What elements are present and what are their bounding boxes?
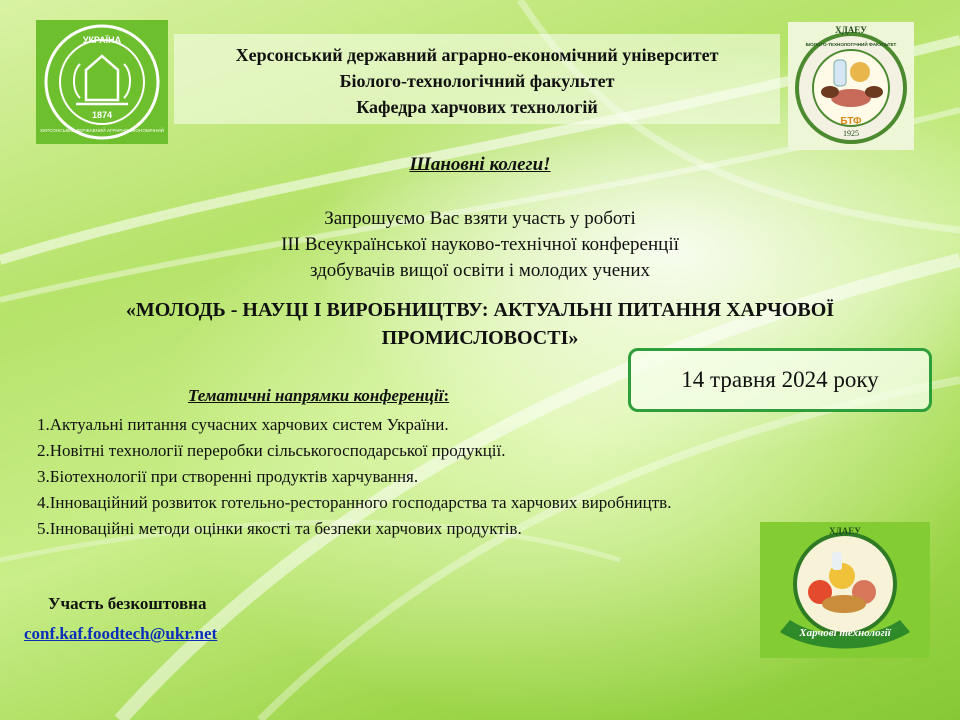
department-logo-ribbon-text: Харчові технології bbox=[799, 627, 891, 639]
university-logo bbox=[36, 20, 168, 144]
topics-list bbox=[37, 412, 677, 542]
topic-item: 3.Біотехнології при створенні продуктів харчування. bbox=[37, 467, 419, 486]
department-name: Кафедра харчових технологій bbox=[356, 97, 598, 117]
contact-email-link[interactable]: conf.kaf.foodtech@ukr.net bbox=[24, 624, 218, 643]
faculty-name: Біолого-технологічний факультет bbox=[339, 71, 615, 91]
topic-item: 4.Інноваційний розвиток готельно-ресторанного господарства та харчових виробництв. bbox=[37, 493, 672, 512]
department-logo bbox=[760, 522, 930, 658]
faculty-logo-year: 1925 bbox=[843, 129, 859, 138]
faculty-logo-arc-text: БІОЛОГО-ТЕХНОЛОГІЧНИЙ ФАКУЛЬТЕТ bbox=[805, 42, 897, 47]
participation-note: Участь безкоштовна bbox=[48, 594, 207, 613]
logo-arc-text: УКРАЇНА bbox=[82, 35, 122, 45]
topics-heading-colon: : bbox=[443, 386, 450, 405]
university-name: Херсонський державний аграрно-економічний університет bbox=[235, 45, 719, 65]
topic-item: 5.Інноваційні методи оцінки якості та безпеки харчових продуктів. bbox=[37, 519, 522, 538]
topics-heading bbox=[188, 386, 449, 406]
faculty-logo bbox=[788, 22, 914, 150]
logo-year: 1874 bbox=[91, 110, 113, 120]
topics-heading-text: Тематичні напрямки конференції bbox=[188, 386, 444, 405]
faculty-logo-abbr: БТФ bbox=[840, 116, 862, 127]
header-box bbox=[174, 34, 780, 124]
invitation-text bbox=[0, 206, 960, 284]
faculty-logo-top-text: ХДАЕУ bbox=[835, 25, 867, 35]
greeting: Шановні колеги! bbox=[409, 154, 551, 175]
topic-item: 1.Актуальні питання сучасних харчових систем України. bbox=[37, 415, 449, 434]
department-logo-top-text: ХДАЕУ bbox=[829, 526, 861, 536]
logo-bottom-text: ХЕРСОНСЬКИЙ ДЕРЖАВНИЙ АГРАРНО-ЕКОНОМІЧНИЙ bbox=[40, 128, 164, 133]
conference-title-line-2: ПРОМИСЛОВОСТІ» bbox=[381, 327, 579, 349]
topic-item: 2.Новітні технології переробки сільськогосподарської продукції. bbox=[37, 441, 506, 460]
invitation-line-3: здобувачів вищої освіти і молодих учених bbox=[309, 260, 651, 281]
conference-title-line-1: «МОЛОДЬ - НАУЦІ І ВИРОБНИЦТВУ: АКТУАЛЬНІ ПИТАННЯ ХАРЧОВОЇ bbox=[125, 299, 835, 321]
invitation-line-2: ІІІ Всеукраїнської науково-технічної конференції bbox=[281, 234, 679, 255]
invitation-line-1: Запрошуємо Вас взяти участь у роботі bbox=[324, 208, 636, 229]
conference-title bbox=[40, 296, 920, 352]
conference-date: 14 травня 2024 року bbox=[628, 348, 932, 412]
